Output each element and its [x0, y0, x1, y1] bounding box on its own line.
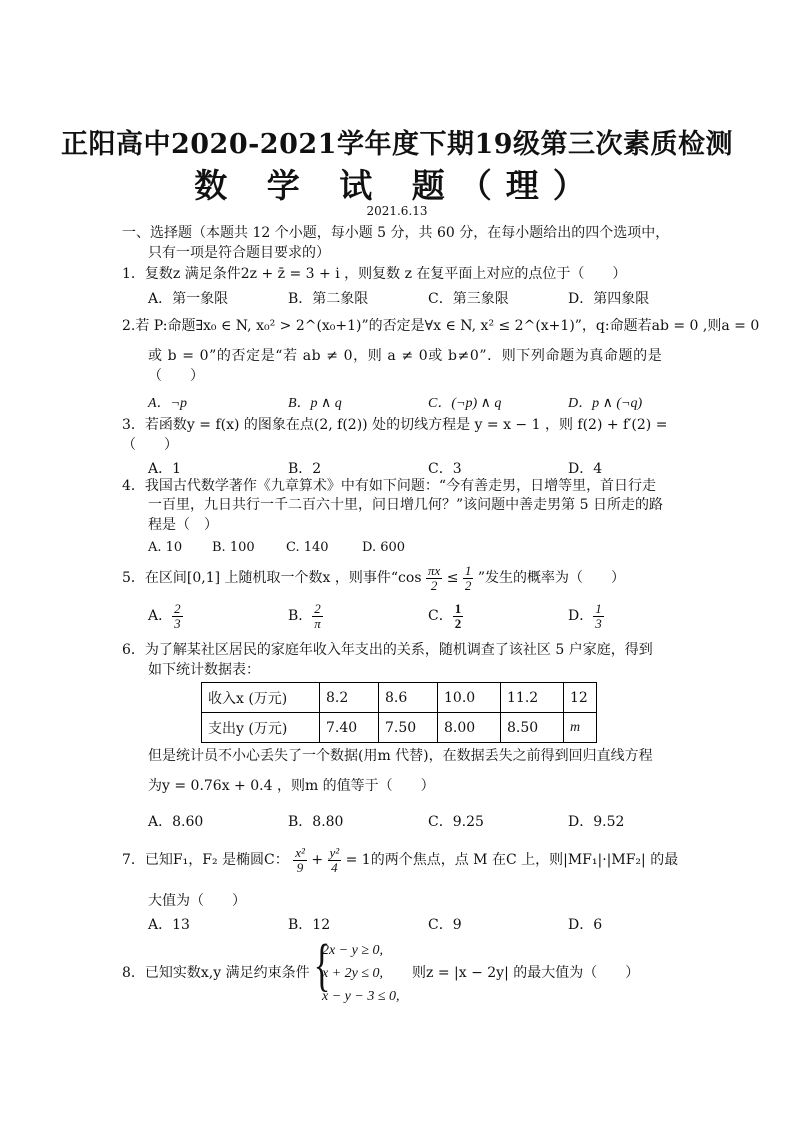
q4-option-d: D. 600	[362, 540, 406, 555]
q5-half-den: 2	[464, 577, 472, 593]
q5-d-den: 3	[595, 615, 602, 631]
q5-stem-end: ”发生的概率为（ ）	[477, 570, 626, 586]
q3-option-d: D．4	[568, 461, 603, 477]
q3-option-b: B．2	[288, 461, 322, 477]
q5-stem-start: 5．在区间[0,1] 上随机取一个数x ，则事件“cos	[122, 570, 422, 586]
q5-a-num: 2	[174, 601, 181, 616]
question-5-stem	[122, 560, 625, 596]
question-8-stem-start: 8．已知实数x,y 满足约束条件	[122, 965, 310, 981]
table-cell: 支出y (万元)	[202, 713, 320, 743]
q5-option-b-frac	[312, 602, 323, 630]
q2-option-b: B．p ∧ q	[288, 396, 342, 411]
q5-option-c	[428, 602, 463, 630]
q2-option-d: D．p ∧ (¬q)	[568, 396, 643, 411]
q5-fraction-half	[463, 564, 474, 592]
q7-frac-y	[328, 846, 342, 874]
question-6-line4: 为y = 0.76x + 0.4 ，则m 的值等于（ ）	[148, 778, 435, 794]
school-title: 正阳高中2020-2021学年度下期19级第三次素质检测	[60, 129, 734, 160]
q7-fy-den: 4	[331, 859, 338, 875]
question-4-line1: 4．我国古代数学著作《九章算术》中有如下问题：“今有善走男，日增等里，首日行走	[122, 478, 657, 494]
q1-option-a: A．第一象限	[148, 291, 229, 307]
income-expense-table	[201, 682, 597, 743]
question-6-line2: 如下统计数据表：	[148, 662, 260, 678]
q5-b-den: π	[314, 615, 321, 631]
table-cell: 8.6	[379, 683, 438, 713]
q5-option-a	[148, 602, 183, 630]
constraint-2: x + 2y ≤ 0,	[322, 966, 384, 981]
q5-option-d	[568, 602, 604, 630]
q6-option-a: A．8.60	[148, 814, 204, 830]
q6-option-d: D．9.52	[568, 814, 625, 830]
q7-option-a: A．13	[148, 917, 190, 933]
table-cell: 7.40	[320, 713, 379, 743]
question-7-line2: 大值为（ ）	[148, 893, 246, 909]
q7-stem-end: = 1的两个焦点，点 M 在C 上，则|MF₁|·|MF₂| 的最	[345, 852, 679, 868]
question-3-line1: 3．若函数y = f(x) 的图象在点(2, f(2)) 处的切线方程是 y = x − 1 ，则 f(2) + f′(2) =	[122, 417, 668, 433]
q5-a-den: 3	[174, 615, 181, 631]
q4-option-c: C. 140	[286, 540, 329, 555]
question-4-line2: 一百里，九日共行一千二百六十里，问日增几何？”该问题中善走男第 5 日所走的路	[148, 497, 663, 513]
question-2-line1: 2.若 P:命题∃x₀ ∈ N, x₀² > 2^(x₀+1)”的否定是∀x ∈ N, x² ≤ 2^(x+1)”，q:命题若ab = 0 ,则a = 0	[122, 318, 760, 334]
table-cell: 8.50	[501, 713, 564, 743]
constraint-brace: {	[313, 932, 331, 997]
section-heading: 一、选择题（本题共 12 个小题，每小题 5 分，共 60 分，在每小题给出的四个选项中，	[122, 225, 670, 241]
q3-option-a: A．1	[148, 461, 182, 477]
table-cell: 10.0	[438, 683, 501, 713]
q5-option-a-frac	[172, 602, 183, 630]
q7-option-b: B．12	[288, 917, 331, 933]
question-3-line2: （ ）	[122, 437, 178, 453]
q5-frac-num: πx	[427, 562, 441, 578]
q5-option-d-label: D．	[568, 608, 594, 625]
question-1-stem: 1．复数z 满足条件2z + z̄ = 3 + i ，则复数 z 在复平面上对应的点位于（ ）	[122, 266, 627, 282]
question-2-line3: （ ）	[148, 368, 204, 384]
q5-option-b	[288, 602, 323, 630]
q5-c-num: 1	[454, 601, 462, 616]
question-6-line3: 但是统计员不小心丢失了一个数据(用m 代替)，在数据丢失之前得到回归直线方程	[148, 748, 653, 764]
q4-option-a: A. 10	[148, 540, 183, 555]
q5-frac-den: 2	[430, 577, 438, 593]
q1-option-b: B．第二象限	[288, 291, 369, 307]
question-2-line2: 或 b = 0”的否定是“若 ab ≠ 0，则 a ≠ 0或 b≠0”．则下列命题为真命题的是	[148, 348, 663, 364]
constraint-3: x − y − 3 ≤ 0,	[322, 989, 400, 1004]
section-heading-cont: 只有一项是符合题目要求的）	[148, 245, 330, 261]
q5-b-num: 2	[312, 602, 323, 617]
q3-option-c: C．3	[428, 461, 462, 477]
q7-option-c: C．9	[428, 917, 462, 933]
table-cell: 收入x (万元)	[202, 683, 320, 713]
table-cell: 12	[564, 683, 597, 713]
question-6-line1: 6．为了解某社区居民的家庭年收入年支出的关系，随机调查了该社区 5 户家庭，得到	[122, 642, 653, 658]
q6-option-b: B．8.80	[288, 814, 344, 830]
table-row	[202, 683, 597, 713]
question-4-line3: 程是（ ）	[148, 517, 218, 533]
table-cell: 8.00	[438, 713, 501, 743]
q5-option-d-frac	[593, 602, 604, 630]
q7-plus: +	[311, 852, 324, 868]
q2-option-a: A．¬p	[148, 396, 187, 411]
q7-frac-x	[293, 846, 307, 874]
question-7-stem	[122, 840, 678, 880]
q5-half-num: 1	[464, 562, 472, 578]
q7-stem-start: 7．已知F₁，F₂ 是椭圆C：	[122, 852, 289, 868]
q5-fraction-pix	[426, 564, 442, 592]
q6-option-c: C．9.25	[428, 814, 484, 830]
q4-option-b: B. 100	[212, 540, 255, 555]
q5-option-c-label: C．	[428, 608, 453, 625]
table-row	[202, 713, 597, 743]
q5-option-b-label: B．	[288, 608, 313, 625]
q5-option-a-label: A．	[148, 608, 173, 625]
q7-option-d: D．6	[568, 917, 603, 933]
q7-fy-num: y²	[329, 844, 340, 860]
q2-option-c: C．(¬p) ∧ q	[428, 396, 502, 411]
q5-c-den: 2	[454, 615, 462, 631]
q5-d-num: 1	[595, 601, 602, 616]
table-cell: m	[564, 713, 597, 743]
q1-option-c: C．第三象限	[428, 291, 509, 307]
q1-option-d: D．第四象限	[568, 291, 650, 307]
question-8-stem-end: 则z = |x − 2y| 的最大值为（ ）	[412, 965, 640, 981]
q7-fx-num: x²	[295, 844, 305, 860]
table-cell: 11.2	[501, 683, 564, 713]
subject-title: 数 学 试 题（理）	[194, 166, 600, 205]
exam-date: 2021.6.13	[366, 204, 428, 218]
table-cell: 8.2	[320, 683, 379, 713]
table-cell: 7.50	[379, 713, 438, 743]
constraint-1: 2x − y ≥ 0,	[322, 943, 384, 958]
q5-option-c-frac	[453, 602, 464, 630]
q5-leq: ≤	[446, 570, 459, 586]
q7-fx-den: 9	[296, 859, 304, 875]
